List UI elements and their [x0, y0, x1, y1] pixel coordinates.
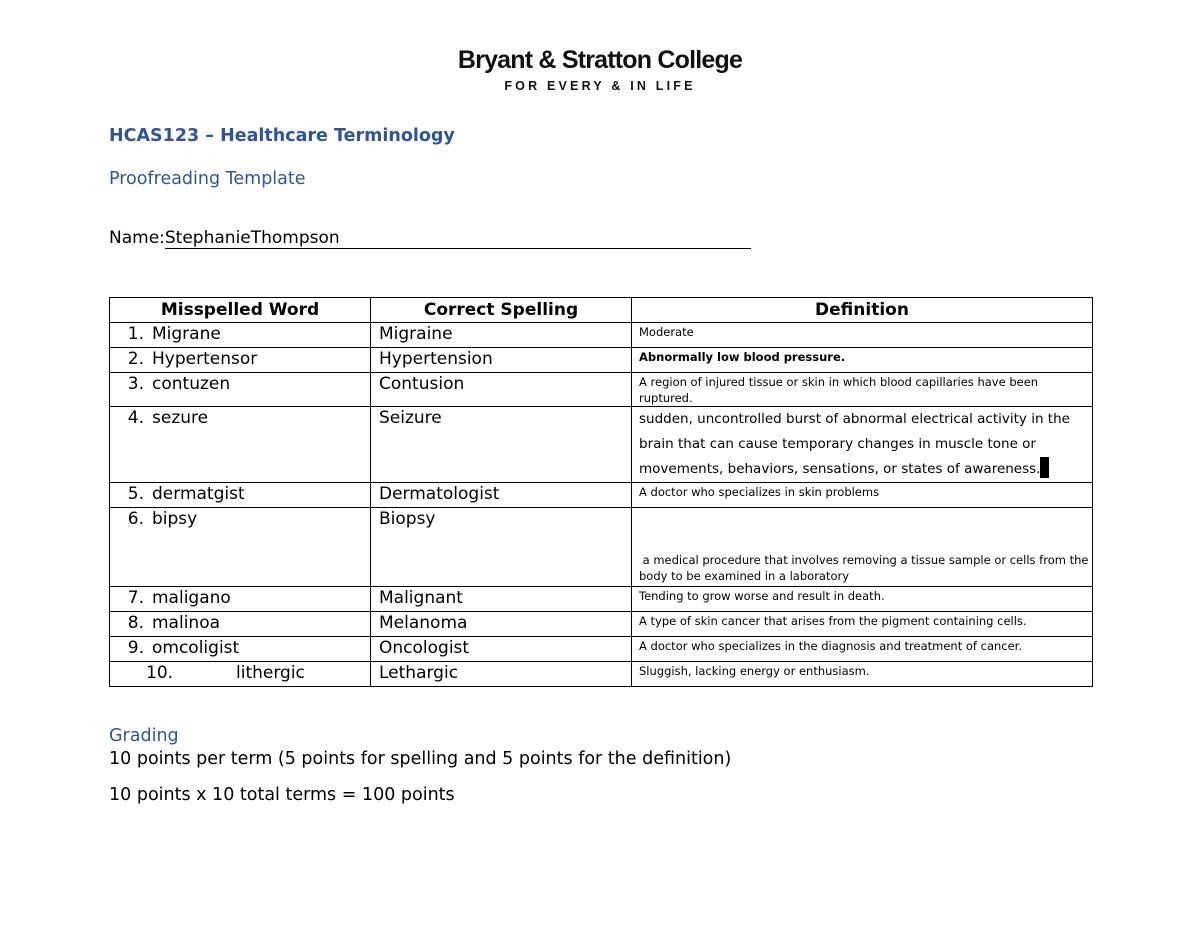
- grading-title: Grading: [109, 726, 179, 746]
- misspelled-word: maligano: [152, 588, 231, 608]
- row-number: 7.: [127, 588, 144, 608]
- row-number: 9.: [127, 638, 144, 658]
- correct-spelling[interactable]: Contusion: [371, 373, 632, 407]
- terms-table: [109, 297, 1093, 687]
- table-row: [110, 587, 1093, 612]
- misspelled-word: Migrane: [152, 324, 221, 344]
- row-number: 8.: [127, 613, 144, 633]
- table-row: [110, 612, 1093, 637]
- definition[interactable]: A doctor who specializes in skin problems: [632, 483, 1093, 508]
- misspelled-word: bipsy: [152, 509, 198, 529]
- table-row: [110, 348, 1093, 373]
- table-row: [110, 508, 1093, 587]
- name-field[interactable]: [109, 228, 751, 249]
- correct-spelling[interactable]: Seizure: [371, 407, 632, 483]
- header-definition: Definition: [632, 298, 1093, 323]
- table-row: [110, 637, 1093, 662]
- misspelled-word: sezure: [152, 408, 209, 428]
- row-number: 1.: [127, 324, 144, 344]
- misspelled-cell[interactable]: [110, 323, 371, 348]
- misspelled-cell[interactable]: [110, 407, 371, 483]
- correct-spelling[interactable]: Oncologist: [371, 637, 632, 662]
- misspelled-word: omcoligist: [152, 638, 240, 658]
- misspelled-cell[interactable]: [110, 662, 371, 687]
- correct-spelling[interactable]: Melanoma: [371, 612, 632, 637]
- correct-spelling[interactable]: Hypertension: [371, 348, 632, 373]
- row-number: 10.: [146, 663, 174, 683]
- template-subtitle: Proofreading Template: [109, 169, 306, 189]
- definition[interactable]: Sluggish, lacking energy or enthusiasm.: [632, 662, 1093, 687]
- misspelled-cell[interactable]: [110, 612, 371, 637]
- definition[interactable]: a medical procedure that involves removing a tissue sample or cells from the body to be examined in a laboratory: [632, 508, 1093, 587]
- definition[interactable]: Tending to grow worse and result in death.: [632, 587, 1093, 612]
- row-number: 3.: [127, 374, 144, 394]
- misspelled-word: contuzen: [152, 374, 231, 394]
- header-correct: Correct Spelling: [371, 298, 632, 323]
- row-number: 5.: [127, 484, 144, 504]
- misspelled-cell[interactable]: [110, 373, 371, 407]
- misspelled-cell[interactable]: [110, 637, 371, 662]
- misspelled-word: lithergic: [236, 663, 305, 683]
- header-misspelled: Misspelled Word: [110, 298, 371, 323]
- definition-cell[interactable]: [632, 407, 1093, 483]
- correct-spelling[interactable]: Malignant: [371, 587, 632, 612]
- name-value[interactable]: StephanieThompson: [165, 229, 751, 249]
- grading-total: 10 points x 10 total terms = 100 points: [109, 785, 455, 805]
- definition[interactable]: A region of injured tissue or skin in which blood capillaries have been ruptured.: [632, 373, 1093, 407]
- row-number: 2.: [127, 349, 144, 369]
- table-row: [110, 373, 1093, 407]
- table-row: [110, 323, 1093, 348]
- table-row: [110, 407, 1093, 483]
- table-header-row: [110, 298, 1093, 323]
- text-cursor: [1040, 457, 1049, 478]
- correct-spelling[interactable]: Biopsy: [371, 508, 632, 587]
- correct-spelling[interactable]: Migraine: [371, 323, 632, 348]
- table-row: [110, 662, 1093, 687]
- misspelled-word: Hypertensor: [152, 349, 258, 369]
- grading-rule: 10 points per term (5 points for spelling and 5 points for the definition): [109, 749, 732, 769]
- course-title: HCAS123 – Healthcare Terminology: [109, 126, 455, 146]
- name-label: Name:: [109, 228, 165, 248]
- correct-spelling[interactable]: Dermatologist: [371, 483, 632, 508]
- logo-tagline: FOR EVERY & IN LIFE: [504, 79, 696, 93]
- definition: sudden, uncontrolled burst of abnormal electrical activity in the brain that can cause temporary changes in muscle tone or movements, behaviors, sensations, or states of awareness.: [639, 411, 1070, 477]
- definition[interactable]: Moderate: [632, 323, 1093, 348]
- misspelled-cell[interactable]: [110, 483, 371, 508]
- misspelled-cell[interactable]: [110, 587, 371, 612]
- definition[interactable]: A doctor who specializes in the diagnosis and treatment of cancer.: [632, 637, 1093, 662]
- misspelled-word: dermatgist: [152, 484, 245, 504]
- misspelled-cell[interactable]: [110, 508, 371, 587]
- row-number: 4.: [127, 408, 144, 428]
- definition[interactable]: Abnormally low blood pressure.: [632, 348, 1093, 373]
- misspelled-word: malinoa: [152, 613, 221, 633]
- college-logo: [0, 46, 1200, 93]
- table-row: [110, 483, 1093, 508]
- definition[interactable]: A type of skin cancer that arises from the pigment containing cells.: [632, 612, 1093, 637]
- logo-name: Bryant & Stratton College: [457, 46, 743, 74]
- misspelled-cell[interactable]: [110, 348, 371, 373]
- row-number: 6.: [127, 509, 144, 529]
- correct-spelling[interactable]: Lethargic: [371, 662, 632, 687]
